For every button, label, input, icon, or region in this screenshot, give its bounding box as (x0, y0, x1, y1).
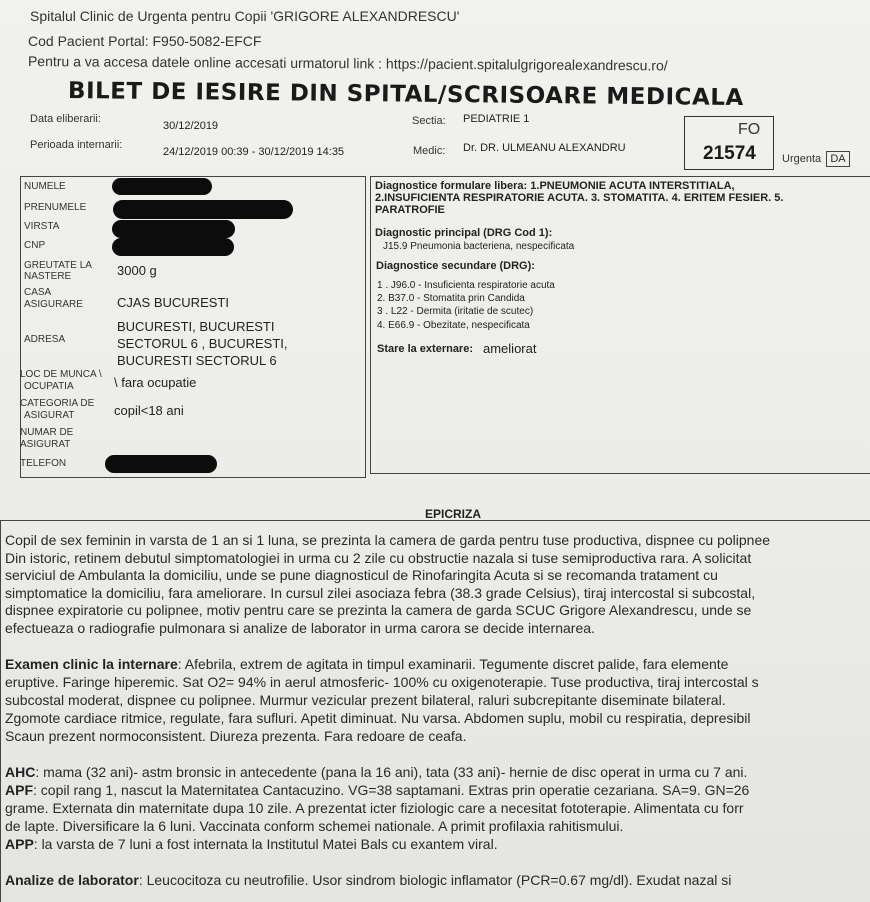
free-diagnostic-line-2: 2.INSUFICIENTA RESPIRATORIE ACUTA. 3. STOMATITA. 4. ERITEM FESIER. 5. (375, 192, 784, 204)
clinical-exam-line: Examen clinic la internare: Afebrila, extrem de agitata in timpul examinarii. Tegumente discret palide, fara elemente (5, 656, 729, 672)
ahc-line: AHC: mama (32 ani)- astm bronsic in antecedente (pana la 16 ani), tata (33 ani)- hernie de disc operat in urma cu 7 ani. (5, 764, 748, 780)
casa-value: CJAS BUCURESTI (117, 295, 229, 310)
fo-label: FO (738, 121, 761, 138)
apf-line: grame. Externata din maternitate dupa 10 zile. A prezentat icter fiziologic care a necesitat fototerapie. Alimentata cu forr (5, 800, 744, 816)
secondary-diagnostic-label: Diagnostice secundare (DRG): (376, 260, 535, 272)
redaction-cnp (112, 238, 234, 256)
period-label: Perioada internarii: (30, 139, 123, 151)
loc-label-2: OCUPATIA (24, 381, 74, 392)
portal-link: Pentru a va accesa datele online accesati urmatorul link : https://pacient.spitalulgrigorealexandrescu.ro/ (27, 53, 668, 74)
epicriza-text-line: Din istoric, retinem debutul simptomatologiei in urma cu 2 zile cu obstructie nazala si tuse semiproductiva rara. A solicitat (5, 550, 752, 566)
clinical-exam-line: eruptive. Faringe hiperemic. Sat O2= 94% in aerul atmosferic- 100% cu oxigenoterapie. Tuse productiva, tiraj intercostal s (5, 674, 759, 690)
prenumele-label: PRENUMELE (24, 202, 87, 213)
redaction-prenumele (113, 200, 293, 219)
epicriza-text-line: simptomatice la domiciliu, fara ameliorare. In cursul zilei asociaza febra (38.3 grade Celsius), tiraj intercostal si subcostal, (5, 585, 756, 601)
hospital-name: Spitalul Clinic de Urgenta pentru Copii 'GRIGORE ALEXANDRESCU' (30, 8, 460, 24)
urgenta-value: DA (826, 151, 850, 167)
fo-number: 21574 (703, 143, 756, 164)
clinical-exam-line: subcostal moderat, dispnee cu polipnee. Murmur vezicular prezent bilateral, raluri subcrepitante diseminate bilateral. (5, 692, 726, 708)
greutate-label-2: NASTERE (24, 271, 72, 282)
numar-label-1: NUMAR DE (20, 427, 74, 438)
secondary-diagnostic-item: 4. E66.9 - Obezitate, nespecificata (377, 320, 530, 331)
release-date-value: 30/12/2019 (163, 120, 219, 132)
lab-line: Analize de laborator: Leucocitoza cu neutrofilie. Usor sindrom biologic inflamator (PCR=0.67 mg/dl). Exudat nazal si (5, 872, 732, 888)
clinical-exam-line: Zgomote cardiace ritmice, regulate, fara sufluri. Apetit diminuat. Nu varsa. Abdomen suplu, mobil cu respiratia, depresibil (5, 710, 751, 726)
secondary-diagnostic-item: 2. B37.0 - Stomatita prin Candida (377, 293, 525, 304)
categoria-label-1: CATEGORIA DE (20, 398, 95, 409)
greutate-value: 3000 g (117, 263, 157, 278)
clinical-exam-line: Scaun prezent normoconsistent. Diureza prezenta. Fara redoare de ceafa. (5, 728, 467, 744)
loc-value: \ fara ocupatie (114, 375, 197, 390)
greutate-label-1: GREUTATE LA (24, 260, 92, 271)
epicriza-text-line: dispnee expiratorie cu polipnee, motiv pentru care se prezinta la camera de garda SCUC Grigore Alexandrescu, unde se (5, 602, 752, 618)
patient-portal-code: Cod Pacient Portal: F950-5082-EFCF (28, 33, 262, 49)
free-diagnostic-line-1: Diagnostice formulare libera: 1.PNEUMONIE ACUTA INTERSTITIALA, (375, 180, 735, 192)
free-diagnostic-line-3: PARATROFIE (375, 204, 445, 216)
categoria-value: copil<18 ani (114, 403, 184, 418)
principal-diagnostic-label: Diagnostic principal (DRG Cod 1): (375, 227, 553, 239)
adresa-line-3: BUCURESTI SECTORUL 6 (117, 353, 277, 368)
numar-label-2: ASIGURAT (20, 439, 71, 450)
adresa-line-2: SECTORUL 6 , BUCURESTI, (117, 336, 288, 351)
epicriza-text-line: Copil de sex feminin in varsta de 1 an si 1 luna, se prezinta la camera de garda pentru tuse productiva, dispnee cu polipnee (5, 532, 771, 548)
principal-diagnostic-value: J15.9 Pneumonia bacteriena, nespecificata (383, 241, 575, 252)
casa-label-1: CASA (24, 287, 52, 298)
epicriza-text-line: serviciul de Ambulanta la domiciliu, unde se pune diagnosticul de Rinofaringita Acuta si se recomanda tratament cu (5, 567, 718, 583)
apf-line: APF: copil rang 1, nascut la Maternitatea Cantacuzino. VG=38 saptamani. Extras prin operatie cezariana. SA=9. GN=26 (5, 782, 750, 798)
virsta-label: VIRSTA (24, 221, 60, 232)
section-label: Sectia: (412, 115, 446, 127)
doctor-label: Medic: (413, 145, 446, 157)
loc-label-1: LOC DE MUNCA \ (20, 369, 102, 380)
redaction-telefon (105, 455, 217, 473)
telefon-label: TELEFON (20, 458, 67, 469)
epicriza-text-line: efectueaza o radiografie pulmonara si analize de laborator in urma carora se decide internarea. (5, 620, 595, 636)
epicriza-heading: EPICRIZA (425, 507, 482, 521)
urgenta-label: Urgenta (782, 153, 822, 165)
secondary-diagnostic-item: 1 . J96.0 - Insuficienta respiratorie acuta (377, 280, 555, 291)
redaction-virsta (112, 220, 235, 238)
adresa-label: ADRESA (24, 334, 66, 345)
doctor-value: Dr. DR. ULMEANU ALEXANDRU (463, 142, 626, 154)
app-line: APP: la varsta de 7 luni a fost internata la Institutul Matei Bals cu exantem viral. (5, 836, 498, 852)
discharge-state-label: Stare la externare: (377, 343, 473, 355)
adresa-line-1: BUCURESTI, BUCURESTI (117, 319, 275, 334)
redaction-numele (112, 178, 212, 195)
categoria-label-2: ASIGURAT (24, 410, 75, 421)
period-value: 24/12/2019 00:39 - 30/12/2019 14:35 (163, 146, 345, 158)
document-title: BILET DE IESIRE DIN SPITAL/SCRISOARE MEDICALA (67, 78, 744, 112)
numele-label: NUMELE (24, 181, 66, 192)
casa-label-2: ASIGURARE (24, 299, 83, 310)
cnp-label: CNP (24, 240, 46, 251)
secondary-diagnostic-item: 3 . L22 - Dermita (iritatie de scutec) (377, 306, 534, 317)
section-value: PEDIATRIE 1 (463, 113, 530, 125)
discharge-state-value: ameliorat (483, 341, 537, 356)
release-date-label: Data eliberarii: (30, 113, 101, 125)
apf-line: de lapte. Diversificare la 6 luni. Vaccinata conform schemei nationale. A primit profilaxia rahitismului. (5, 818, 624, 834)
